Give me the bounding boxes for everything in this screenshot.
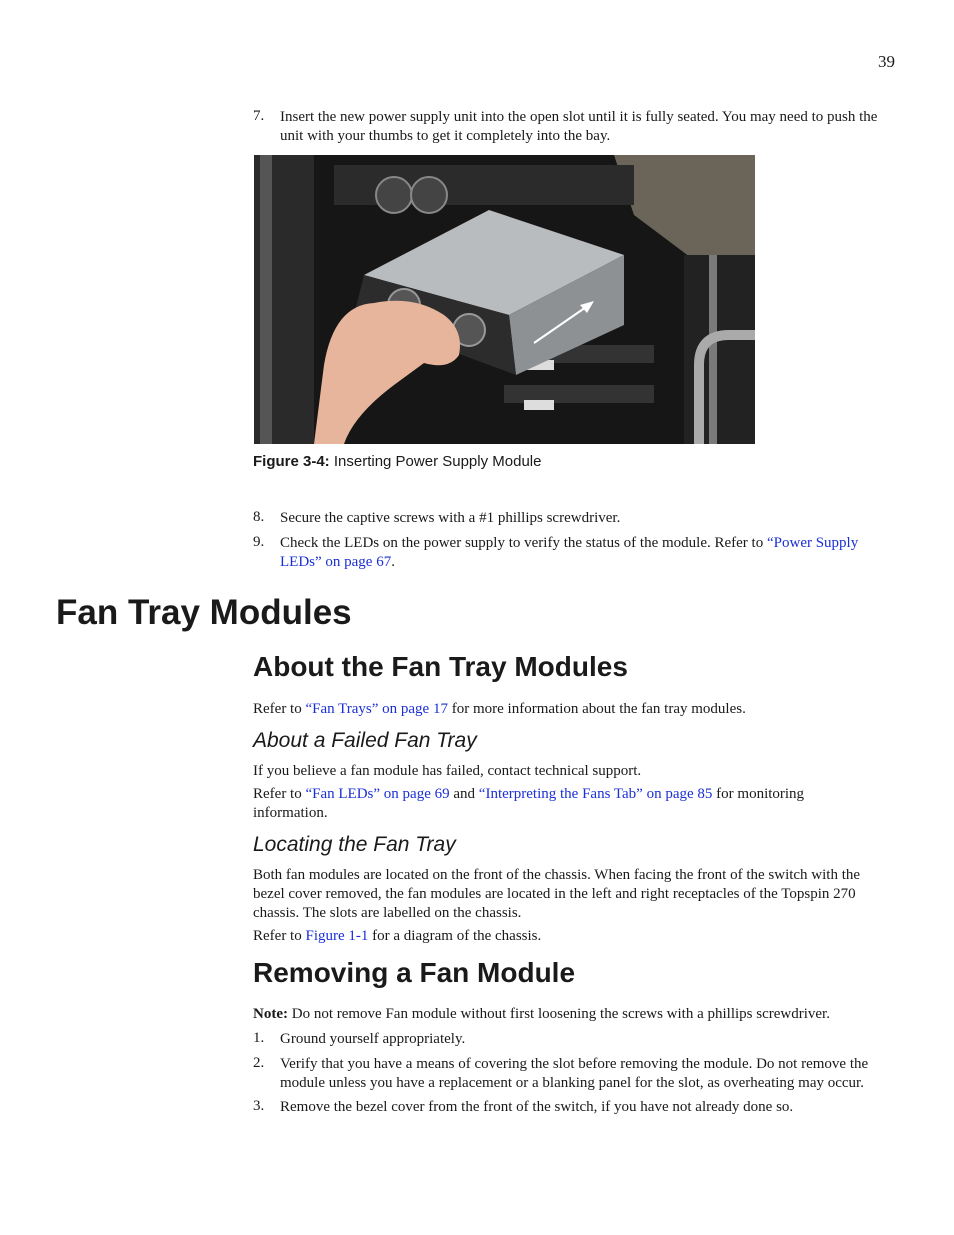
text-before: Refer to <box>253 928 306 944</box>
text-mid: and <box>449 786 479 802</box>
step-text: Verify that you have a means of covering the slot before removing the module. Do not remove the module unless you have a replacement or a blanking panel for the slot, as overheating may occur. <box>280 1056 869 1091</box>
section-title: Fan Tray Modules <box>56 593 352 632</box>
link-interpreting-fans-tab[interactable]: “Interpreting the Fans Tab” on page 85 <box>478 786 713 802</box>
power-supply-illustration <box>254 155 755 444</box>
text-after: for monitoring information. <box>253 786 805 821</box>
note-text: Do not remove Fan module without first loosening the screws with a phillips screwdriver. <box>287 1006 830 1022</box>
link-figure-1-1[interactable]: Figure 1-1 <box>305 928 369 944</box>
step-number: 3. <box>253 1098 265 1114</box>
text-before: Refer to <box>253 701 306 717</box>
step-text <box>280 534 900 572</box>
link-fan-leds[interactable]: “Fan LEDs” on page 69 <box>305 786 450 802</box>
step-text: Insert the new power supply unit into the open slot until it is fully seated. You may need to push the unit with your thumbs to get it completely into the bay. <box>280 109 878 144</box>
step-number: 2. <box>253 1055 265 1071</box>
locating-paragraph-1: Both fan modules are located on the front of the chassis. When facing the front of the switch with the bezel cover removed, the fan modules are located in the left and right receptacles of the Topspin 270 chassis. The slots are labelled on the chassis. <box>253 867 861 921</box>
heading-about-fan-tray-modules: About the Fan Tray Modules <box>253 651 628 682</box>
link-fan-trays[interactable]: “Fan Trays” on page 17 <box>305 701 448 717</box>
step-number: 8. <box>253 509 265 525</box>
step-text-after: . <box>391 554 395 570</box>
note-label: Note: <box>253 1006 288 1022</box>
page-number: 39 <box>878 52 895 71</box>
step-text: Ground yourself appropriately. <box>280 1031 466 1047</box>
locating-paragraph-2 <box>253 927 903 946</box>
step-text: Remove the bezel cover from the front of the switch, if you have not already done so. <box>280 1099 794 1115</box>
step-number: 1. <box>253 1030 265 1046</box>
step-text: Secure the captive screws with a #1 phillips screwdriver. <box>280 510 621 526</box>
step-number: 7. <box>253 108 265 124</box>
heading-removing-fan-module: Removing a Fan Module <box>253 957 576 988</box>
figure-label: Figure 3-4: <box>253 453 330 470</box>
about-paragraph <box>253 700 903 719</box>
step-number: 9. <box>253 534 265 550</box>
figure-caption <box>253 453 541 470</box>
step-text-before: Check the LEDs on the power supply to verify the status of the module. Refer to <box>280 535 767 551</box>
link-power-supply-leds[interactable]: “Power Supply LEDs” on page 67 <box>280 535 859 570</box>
note-paragraph <box>253 1005 903 1024</box>
heading-locating-fan-tray: Locating the Fan Tray <box>253 833 456 856</box>
text-after: for a diagram of the chassis. <box>368 928 542 944</box>
figure-power-supply-photo <box>254 155 755 444</box>
failed-paragraph-2 <box>253 785 853 823</box>
heading-failed-fan-tray: About a Failed Fan Tray <box>253 729 477 752</box>
failed-paragraph-1: If you believe a fan module has failed, contact technical support. <box>253 763 642 779</box>
text-after: for more information about the fan tray modules. <box>447 701 746 717</box>
text-before: Refer to <box>253 786 306 802</box>
figure-caption-text: Inserting Power Supply Module <box>329 453 542 470</box>
